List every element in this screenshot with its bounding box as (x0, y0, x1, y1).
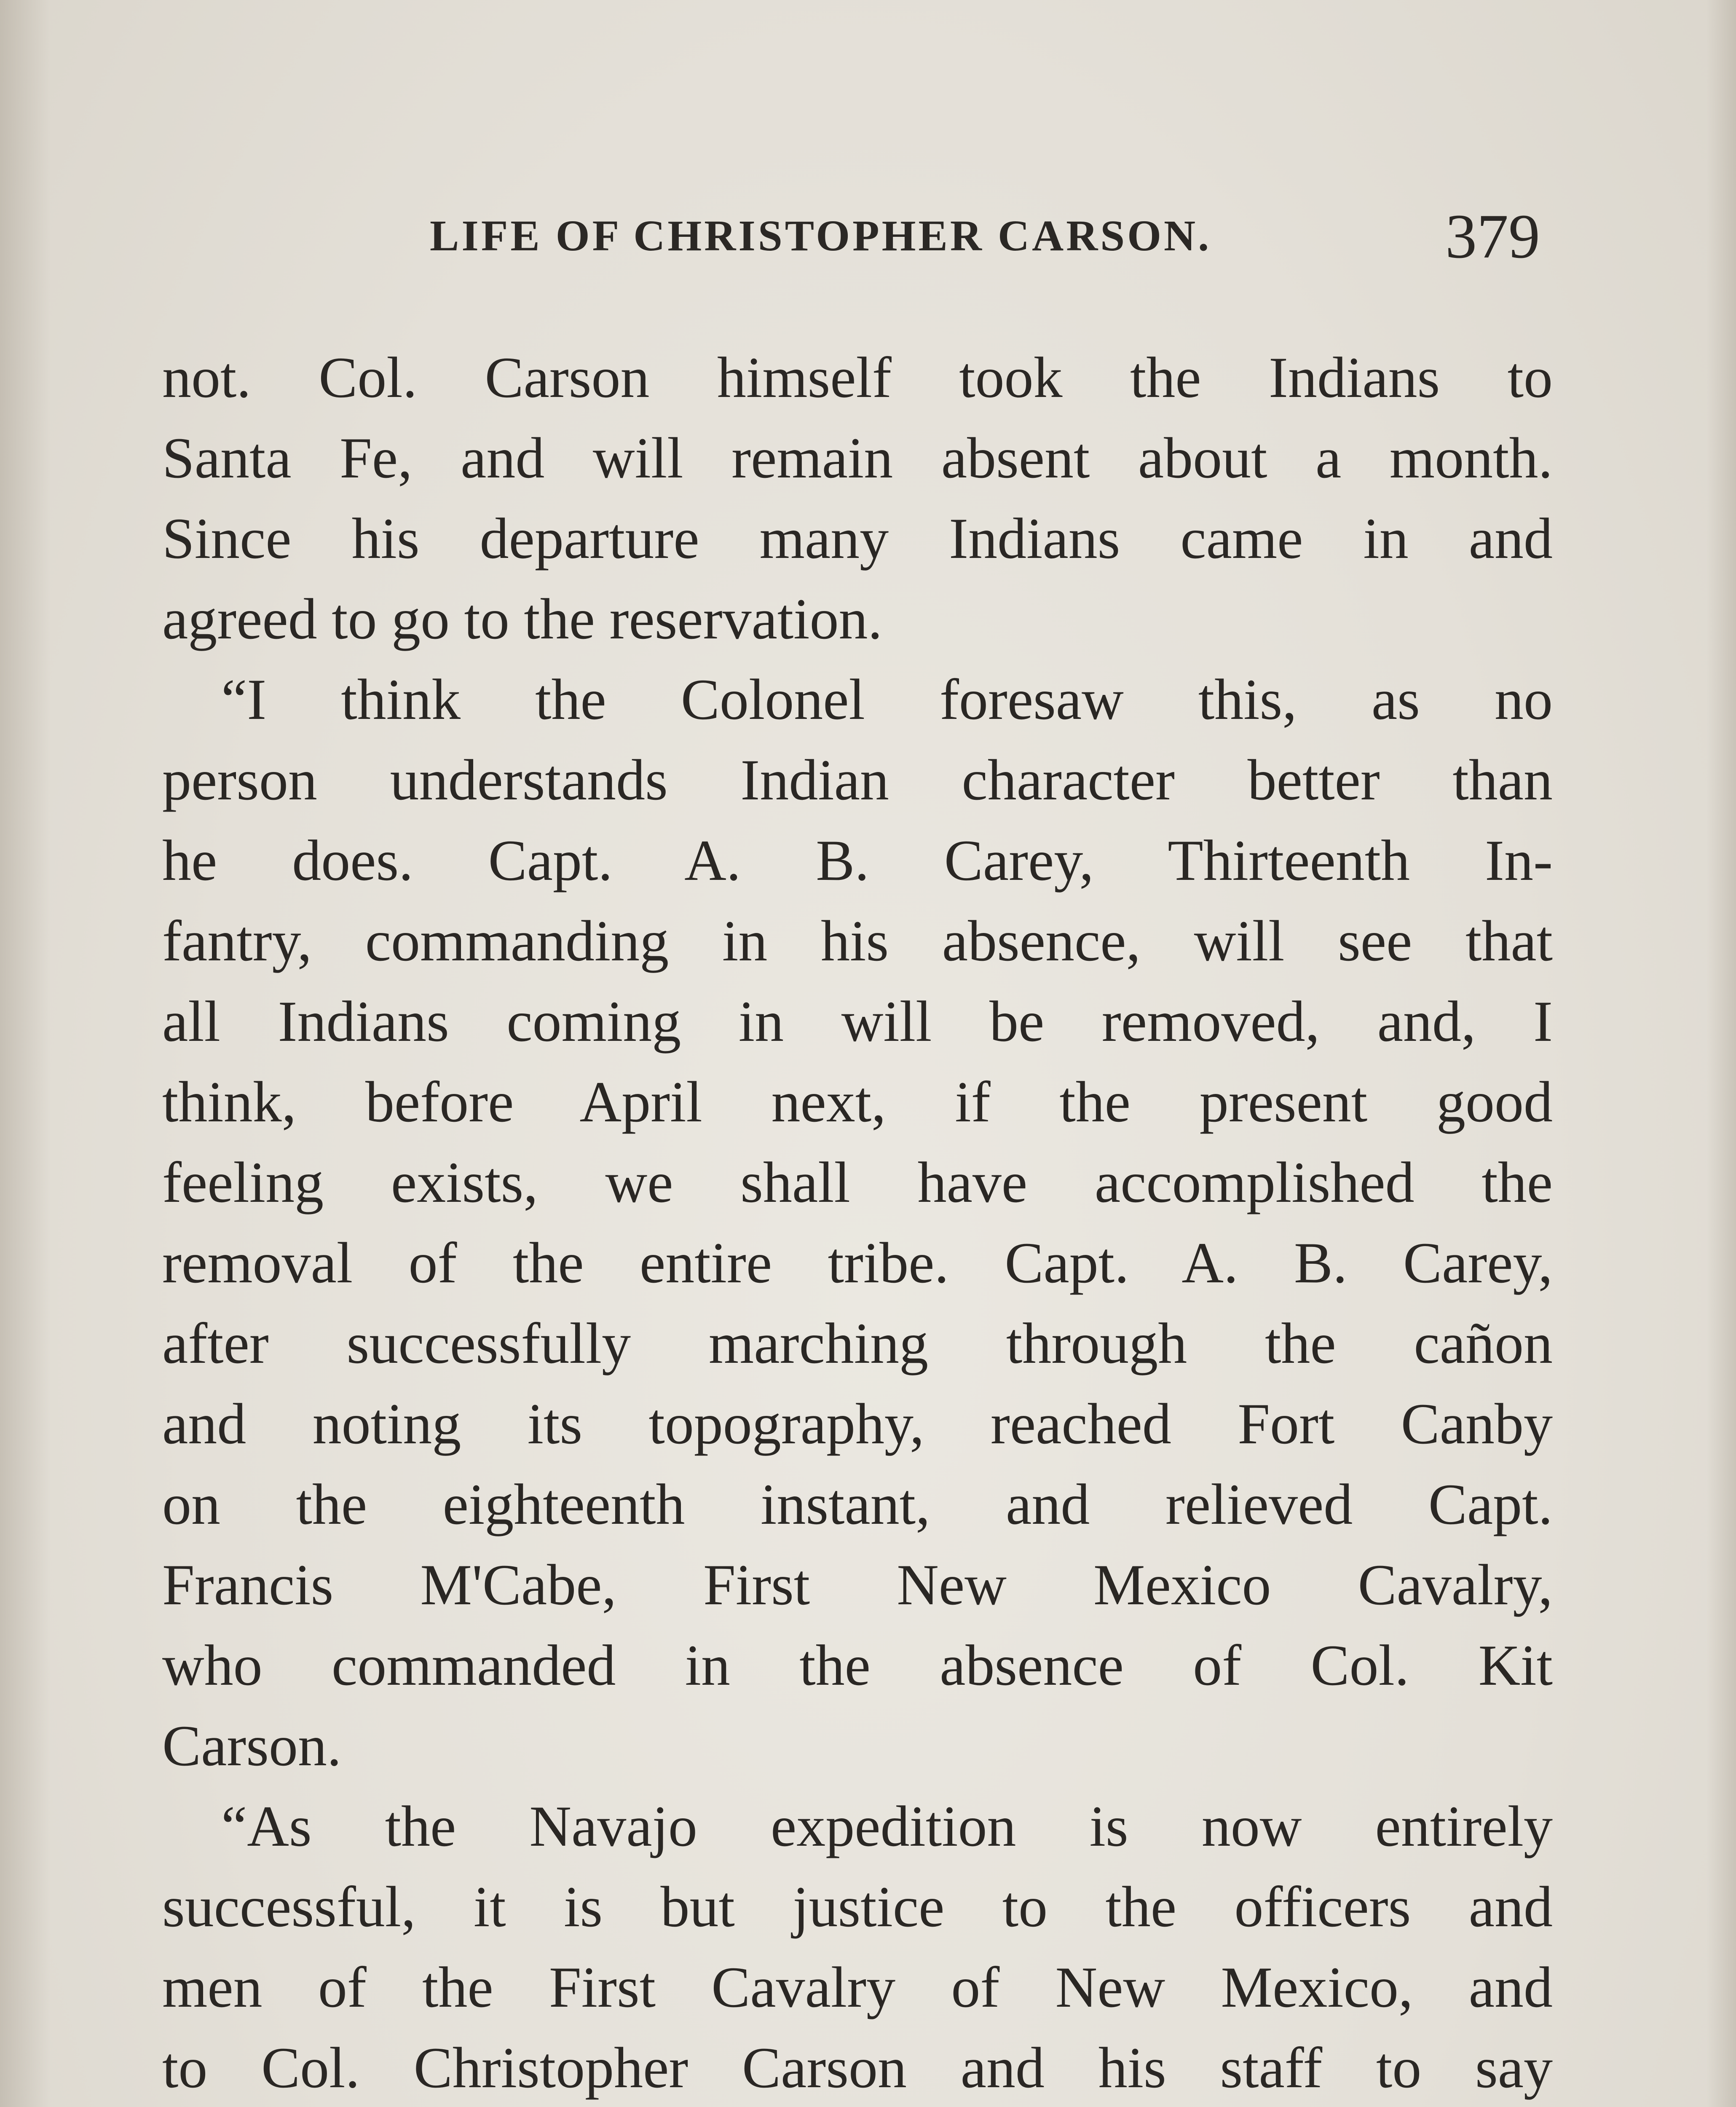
text-line: successful, it is but justice to the officers and (162, 1874, 1553, 1939)
text-line: “As the Navajo expedition is now entirely (221, 1794, 1553, 1858)
text-line: removal of the entire tribe. Capt. A. B. Carey, (162, 1230, 1553, 1295)
text-line: Francis M'Cabe, First New Mexico Cavalry, (162, 1552, 1553, 1617)
text-line: Since his departure many Indians came in and (162, 506, 1553, 571)
page-number: 379 (1445, 201, 1540, 271)
text-line: and noting its topography, reached Fort Canby (162, 1391, 1553, 1456)
text-line: men of the First Cavalry of New Mexico, and (162, 1955, 1553, 2019)
text-line: he does. Capt. A. B. Carey, Thirteenth In- (162, 828, 1553, 893)
body-text (162, 337, 1553, 2107)
text-line: agreed to go to the reservation. (162, 587, 883, 651)
text-line: Santa Fe, and will remain absent about a month. (162, 426, 1553, 490)
text-line: to Col. Christopher Carson and his staff to say (162, 2035, 1553, 2100)
text-line: think, before April next, if the present good (162, 1070, 1553, 1134)
running-head: LIFE OF CHRISTOPHER CARSON. (430, 212, 1212, 260)
text-line: Carson. (162, 1713, 342, 1778)
text-line: person understands Indian character better than (162, 748, 1553, 812)
text-line: all Indians coming in will be removed, and, I (162, 989, 1553, 1054)
text-line: “I think the Colonel foresaw this, as no (221, 667, 1553, 732)
text-line: feeling exists, we shall have accomplished the (162, 1150, 1553, 1214)
text-line: fantry, commanding in his absence, will see that (162, 909, 1553, 973)
text-line: after successfully marching through the cañon (162, 1311, 1553, 1375)
text-line: not. Col. Carson himself took the Indians to (162, 345, 1553, 410)
text-line: on the eighteenth instant, and relieved Capt. (162, 1472, 1553, 1536)
text-line: who commanded in the absence of Col. Kit (162, 1633, 1553, 1697)
